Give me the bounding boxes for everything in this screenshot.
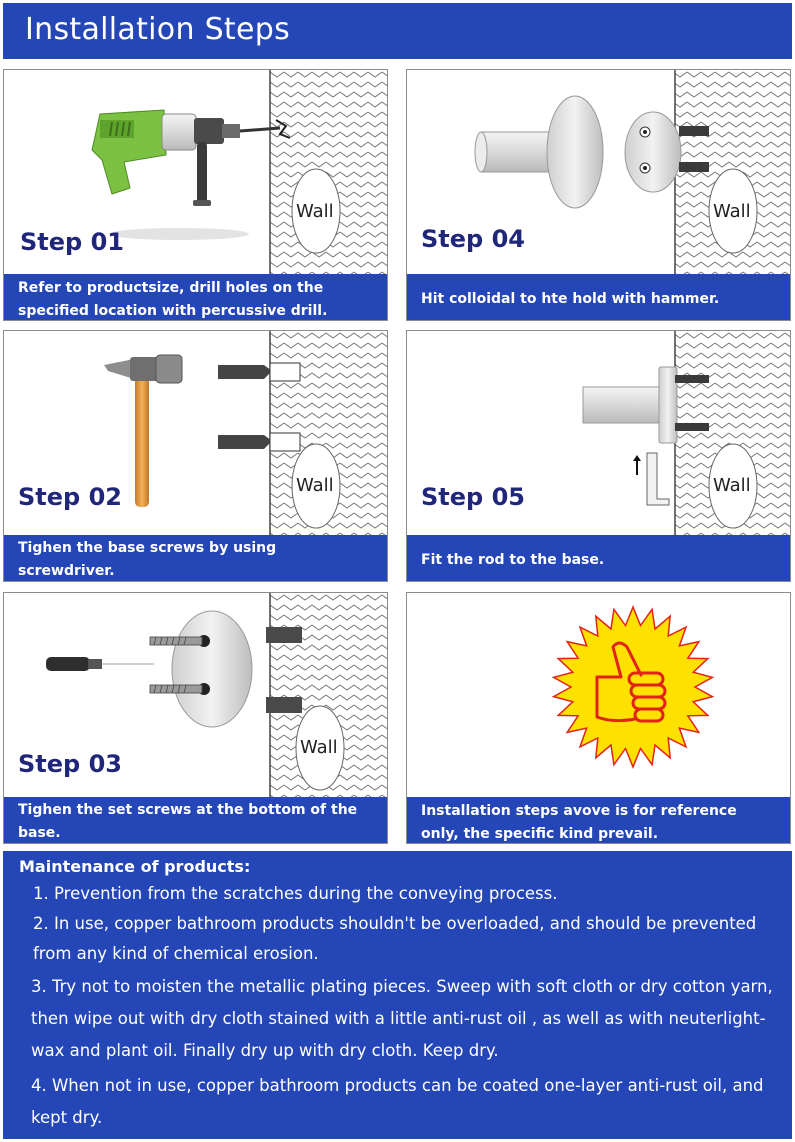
screwdriver-icon bbox=[46, 657, 154, 671]
step-01-panel bbox=[3, 69, 388, 321]
drill-icon bbox=[92, 110, 290, 240]
maintenance-section bbox=[3, 851, 792, 1139]
wall-label: Wall bbox=[713, 475, 751, 496]
thumbs-up-badge-icon bbox=[407, 593, 791, 797]
wall-label: Wall bbox=[296, 201, 334, 222]
step-caption: Tighen the base screws by using screwdriver. bbox=[4, 535, 387, 581]
step-02-panel bbox=[3, 330, 388, 582]
step-caption: Refer to productsize, drill holes on the specified location with percussive drill. bbox=[4, 274, 387, 320]
step-label: Step 01 bbox=[20, 228, 124, 256]
step-caption: Fit the rod to the base. bbox=[407, 535, 790, 581]
step-05-panel bbox=[406, 330, 791, 582]
maintenance-title: Maintenance of products: bbox=[19, 857, 251, 876]
maintenance-item: 4. When not in use, copper bathroom products can be coated one-layer anti-rust oil, and kept dry. bbox=[31, 1076, 764, 1127]
header-banner bbox=[3, 3, 792, 59]
wall-label: Wall bbox=[713, 201, 751, 222]
step-caption: Tighen the set screws at the bottom of the base. bbox=[4, 797, 387, 843]
step-caption: Hit colloidal to hte hold with hammer. bbox=[407, 274, 790, 320]
maintenance-item: 1. Prevention from the scratches during the conveying process. bbox=[33, 884, 558, 903]
note-panel bbox=[406, 592, 791, 844]
step-label: Step 02 bbox=[18, 483, 122, 511]
wall-label: Wall bbox=[300, 737, 338, 758]
step-label: Step 05 bbox=[421, 483, 525, 511]
step-label: Step 03 bbox=[18, 750, 122, 778]
maintenance-item: 3. Try not to moisten the metallic plating pieces. Sweep with soft cloth or dry cotton yarn, then wipe out with dry cloth stained with a little anti-rust oil , as well as with neuterlight-wax and plant oil. Finally dry up with dry cloth. Keep dry. bbox=[31, 977, 773, 1060]
maintenance-item: 2. In use, copper bathroom products shouldn't be overloaded, and should be prevented from any kind of chemical erosion. bbox=[33, 914, 757, 963]
page-title: Installation Steps bbox=[25, 12, 291, 47]
note-caption: Installation steps avove is for reference only, the specific kind prevail. bbox=[407, 797, 790, 843]
step-04-panel bbox=[406, 69, 791, 321]
allen-key-icon bbox=[633, 453, 669, 505]
wall-label: Wall bbox=[296, 475, 334, 496]
towel-rod-icon bbox=[475, 96, 603, 208]
step-label: Step 04 bbox=[421, 225, 525, 253]
step-03-panel bbox=[3, 592, 388, 844]
